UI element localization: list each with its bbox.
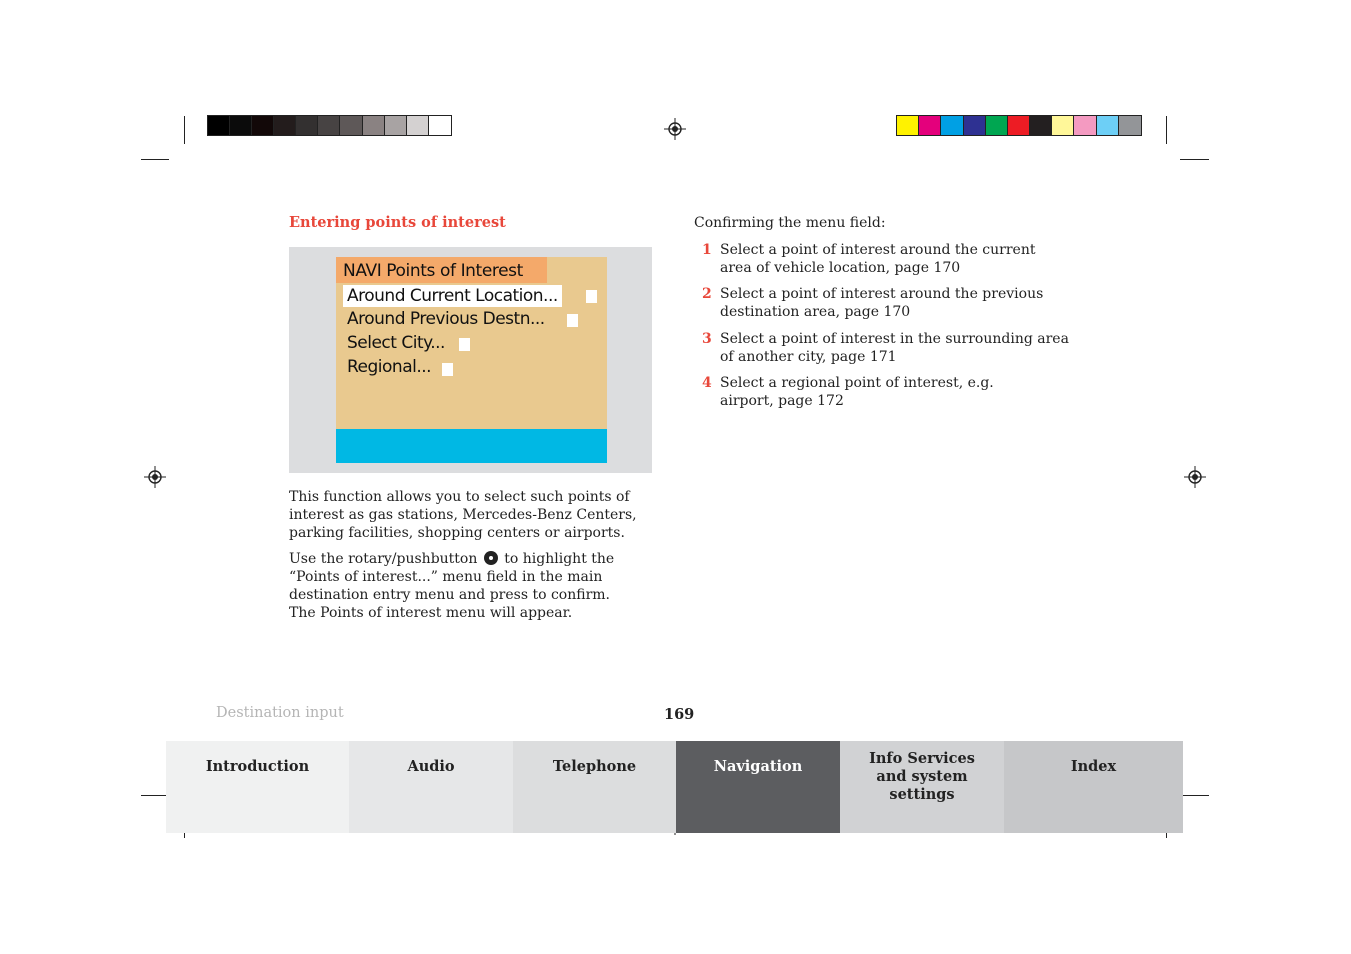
color-swatch (429, 116, 451, 135)
navi-menu-item-select-city[interactable]: Select City... (347, 333, 445, 353)
tab-telephone[interactable] (513, 741, 676, 833)
footer-section-label: Destination input (216, 705, 344, 721)
color-swatch (407, 116, 429, 135)
instruction-paragraph (289, 550, 654, 622)
step-number: 4 (702, 375, 712, 391)
crop-mark (141, 159, 169, 160)
color-swatch (1008, 116, 1030, 135)
registration-mark-icon (1184, 466, 1206, 488)
page-number: 169 (664, 706, 695, 723)
crop-mark (184, 116, 185, 144)
color-swatch (296, 116, 318, 135)
list-item (694, 241, 1074, 277)
step-text: Select a regional point of interest, e.g. airport, page 172 (720, 375, 994, 409)
navi-menu-item-regional[interactable]: Regional... (347, 357, 432, 377)
rotary-pushbutton-icon (484, 551, 498, 565)
chapter-tabs (166, 741, 1183, 833)
tab-label: Introduction (205, 758, 310, 775)
grayscale-calibration-bar (207, 115, 452, 136)
step-number: 1 (702, 242, 712, 258)
crop-mark (141, 795, 169, 796)
color-swatch (274, 116, 296, 135)
crop-mark (1180, 795, 1209, 796)
step-text: Select a point of interest in the surrounding area of another city, page 171 (720, 331, 1069, 365)
color-swatch (363, 116, 385, 135)
color-calibration-bar (896, 115, 1142, 136)
confirm-heading: Confirming the menu field: (694, 215, 886, 231)
list-item (694, 285, 1074, 321)
intro-paragraph: This function allows you to select such points of interest as gas stations, Mercedes-Benz Centers, parking facilities, shopping centers or airports. (289, 489, 637, 541)
navi-display (336, 257, 607, 463)
step-text: Select a point of interest around the current area of vehicle location, page 170 (720, 242, 1036, 276)
step-number: 2 (702, 286, 712, 302)
color-swatch (230, 116, 252, 135)
tab-label: Navigation (713, 758, 803, 775)
color-swatch (1052, 116, 1074, 135)
tab-introduction[interactable] (166, 741, 349, 833)
section-title: Entering points of interest (289, 214, 506, 231)
navi-menu-item-around-previous-destn[interactable]: Around Previous Destn... (347, 309, 545, 329)
color-swatch (986, 116, 1008, 135)
navi-item-marker (567, 314, 578, 327)
color-swatch (385, 116, 407, 135)
list-item (694, 374, 1074, 410)
tab-index[interactable] (1004, 741, 1183, 833)
color-swatch (1119, 116, 1141, 135)
navi-title: NAVI Points of Interest (343, 261, 523, 281)
registration-mark-icon (664, 118, 686, 140)
tab-label: Index (1070, 758, 1117, 775)
tab-label: Telephone (552, 758, 637, 775)
color-swatch (1097, 116, 1119, 135)
step-text: Select a point of interest around the previous destination area, page 170 (720, 286, 1044, 320)
tab-audio[interactable] (349, 741, 513, 833)
navi-title-bar (336, 257, 547, 283)
navi-item-marker (586, 290, 597, 303)
navi-screen-illustration (289, 247, 652, 473)
result-text: The Points of interest menu will appear. (289, 605, 573, 621)
navi-status-bar (336, 429, 607, 463)
crop-mark (1180, 159, 1209, 160)
color-swatch (252, 116, 274, 135)
instruction-text-after: to highlight the “Points of interest...” menu field in the main destination entry menu and press to confirm. (289, 551, 615, 603)
color-swatch (318, 116, 340, 135)
color-swatch (919, 116, 941, 135)
tab-info-services[interactable] (840, 741, 1004, 833)
color-swatch (941, 116, 963, 135)
navi-menu-item-around-current-location[interactable]: Around Current Location... (343, 285, 562, 307)
color-swatch (1030, 116, 1052, 135)
color-swatch (897, 116, 919, 135)
tab-label: Info Services and system settings (869, 750, 975, 803)
registration-mark-icon (144, 466, 166, 488)
color-swatch (1074, 116, 1096, 135)
color-swatch (208, 116, 230, 135)
navi-item-marker (442, 363, 453, 376)
tab-navigation[interactable] (676, 741, 840, 833)
color-swatch (964, 116, 986, 135)
step-number: 3 (702, 331, 712, 347)
tab-label: Audio (407, 758, 455, 775)
instruction-text-before: Use the rotary/pushbutton (289, 551, 478, 567)
navi-item-marker (459, 338, 470, 351)
color-swatch (340, 116, 362, 135)
crop-mark (1166, 116, 1167, 144)
list-item (694, 330, 1074, 366)
